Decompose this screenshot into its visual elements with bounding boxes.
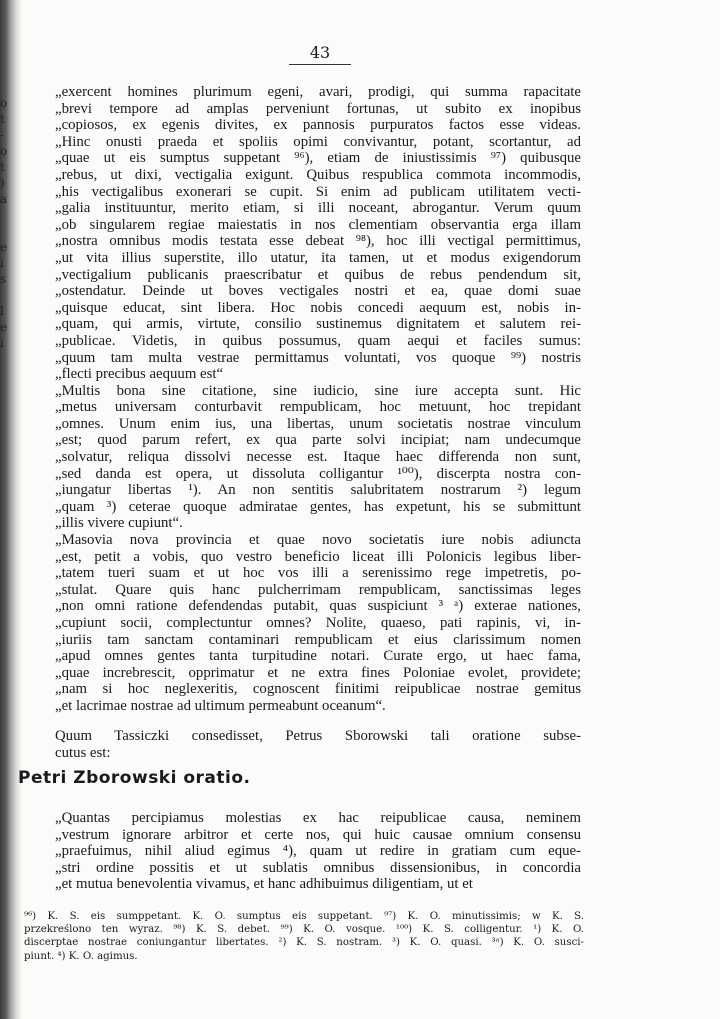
margin-glyph	[0, 367, 12, 383]
speech1-line: „solvatur, reliqua dissolvi necesse est. Itaque haec differenda non sunt,	[55, 449, 581, 466]
margin-glyph: a	[0, 192, 8, 206]
speech1-line: „Hinc onusti praeda et spoliis opimi convivantur, potant, scortantur, ad	[55, 133, 581, 150]
speech1-line: „brevi tempore ad amplas perveniunt fortunas, ut subito ex inopibus	[55, 100, 581, 117]
margin-glyph	[0, 511, 12, 527]
speech1-line: „quam ³) ceterae quoque admiratae gentes, has expetunt, his se submittunt	[55, 498, 581, 515]
speech1-line: „quum tam multa vestrae permittamus voluntati, vos quoque ⁹⁹) nostris	[55, 349, 581, 366]
speech2-line: „praefuimus, nihil aliud egimus ⁴), quam ut redire in gratiam cum eque-	[55, 843, 581, 860]
speech1-line: „quam, qui armis, virtute, consilio sustinemus dignitatem et salutem rei-	[55, 316, 581, 333]
speech2-line: „vestrum ignorare arbitror et certe nos, qui huic causae omnium consensu	[55, 826, 581, 843]
speech1-line: „cupiunt socii, complectuntur omnes? Nolite, quaeso, pati rapinis, vi, in-	[55, 615, 581, 631]
speech1-line: „galia instituuntur, merito etiam, si illi noceant, abrogantur. Verum quum	[55, 200, 581, 217]
section-heading: Petri Zborowski oratio.	[18, 768, 251, 788]
speech1-line: „non omni ratione defendendas putabit, quas suspiciunt ³ ᵃ) exterae nationes,	[55, 598, 581, 615]
speech1-line: „ostendatur. Deinde ut boves vectigales nostri et ea, quae domi suae	[55, 283, 581, 300]
speech-zborowski-text	[55, 810, 581, 893]
margin-glyph: e	[0, 240, 8, 254]
speech1-line: „nostra omnibus modis testata esse debeat ⁹⁸), hoc illi vectigal permittimus,	[55, 233, 581, 250]
margin-glyph	[0, 463, 12, 479]
margin-glyph: i	[0, 336, 4, 350]
page-number	[280, 43, 360, 65]
margin-glyph: l	[0, 304, 4, 318]
speech2-line: „et mutua benevolentia vivamus, et hanc adhibuimus diligentiam, ut et	[55, 876, 473, 893]
margin-glyph	[0, 399, 12, 415]
margin-glyph: s	[0, 272, 7, 286]
margin-glyph	[0, 495, 12, 511]
speech1-line: „rebus, ut dixi, vectigalia exigunt. Quibus respublica commota incommodis,	[55, 166, 581, 183]
speech1-line: „et lacrimae nostrae ad ultimum permeabunt oceanum“.	[55, 697, 386, 714]
margin-glyph	[0, 415, 12, 431]
speech1-line: „ut vita illius superstite, illo utatur, ita tamen, ut et modus exigendorum	[55, 249, 581, 266]
margin-glyph: -	[0, 128, 5, 142]
speech1-line: „Masovia nova provincia et quae novo societatis iure nobis adiuncta	[55, 532, 581, 549]
margin-glyph	[0, 383, 12, 399]
speech1-line: „est; quod parum refert, ex qua parte solvi incipiat; nam undecumque	[55, 432, 581, 449]
speech1-line: „iungatur libertas ¹). An non sentitis salubritatem nostrarum ²) legum	[55, 482, 581, 499]
speech1-line: „metus universam conturbavit rempublicam, hoc metuunt, hoc trepidant	[55, 399, 581, 416]
margin-glyph	[0, 223, 12, 239]
margin-glyph: t	[0, 160, 5, 174]
speech-tassiczki-text	[55, 84, 581, 715]
speech1-line: „tatem tueri suam et ut hoc vos illi a serenissimo rege impetretis, po-	[55, 565, 581, 582]
speech1-line: „publicae. Videtis, in quibus possumus, quam aequi et faciles sumus:	[55, 332, 581, 349]
speech1-line: „ob singularem regiae maiestatis in nos clementiam observantia erga illam	[55, 216, 581, 233]
footnotes-line: ⁹⁶) K. S. eis sumppetant. K. O. sumptus eis suppetant. ⁹⁷) K. O. minutissimis; w K. S.	[24, 911, 584, 922]
speech1-line: „est, petit a vobis, quo vestro beneficio liceat illi Polonicis legibus liber-	[55, 548, 581, 565]
speech1-line: „nam si hoc neglexeritis, cognoscent finitimi reipublicae nostrae gemitus	[55, 681, 581, 698]
margin-glyph	[0, 287, 12, 303]
speech1-line: „quae increbrescit, opprimatur et ne extra fines Poloniae evolet, providete;	[55, 664, 581, 681]
speech1-line: „Multis bona sine citatione, sine iudicio, sine iure accepta sunt. Hic	[55, 382, 581, 399]
margin-glyph	[0, 447, 12, 463]
speech1-line: „quisque educat, sint libera. Hoc nobis concedi aequum est, nobis in-	[55, 299, 581, 316]
margin-glyph	[0, 351, 12, 367]
margin-glyph: o	[0, 96, 8, 110]
narration-line: cutus est:	[55, 744, 111, 761]
margin-glyph	[0, 431, 12, 447]
footnotes-line: discerptae nostrae coniungantur libertates. ²) K. S. nostram. ³) K. O. quasi. ³ᵃ) K. O. susci-	[24, 937, 584, 949]
margin-glyph	[0, 479, 12, 495]
margin-glyph: o	[0, 144, 8, 158]
footnotes-line: piunt. ⁴) K. O. agimus.	[24, 950, 138, 962]
speech1-line: „stulat. Quare quis hanc pulcherrimam rempublicam, sanctissimas leges	[55, 581, 581, 598]
narration-text	[55, 728, 581, 761]
footnotes	[24, 910, 584, 963]
margin-glyph: )	[0, 176, 5, 190]
speech1-line: „flecti precibus aequum est“	[55, 366, 224, 383]
speech1-line: „his vectigalibus exonerari se cupit. Si enim ad publicam utilitatem vecti-	[55, 183, 581, 200]
margin-glyph: e	[0, 320, 8, 334]
margin-glyph: t	[0, 112, 5, 126]
speech1-line: „apud omnes gentes tanta turpitudine notari. Curate ergo, ut haec fama,	[55, 648, 581, 665]
speech1-line: „vectigalium publicanis praescribatur et quibus de rebus pendendum sit,	[55, 266, 581, 283]
speech1-line: „quae ut eis sumptus suppetant ⁹⁶), etiam de iniustissimis ⁹⁷) quibusque	[55, 150, 581, 167]
footnotes-line: przekreślono ten wyraz. ⁹⁸) K. S. debet. ⁹⁹) K. O. vosque. ¹⁰⁰) K. S. colligentur. ¹) K. O.	[24, 924, 584, 936]
margin-glyph	[0, 207, 12, 223]
speech1-line: „omnes. Unum enim ius, una libertas, unum societatis nostrae vinculum	[55, 415, 581, 432]
page-number-text: 43	[309, 43, 331, 62]
page-number-rule	[289, 64, 351, 65]
speech2-line: „stri ordine possitis et ut sublatis omnibus dissensionibus, in concordia	[55, 859, 581, 876]
speech1-line: „illis vivere cupiunt“.	[55, 515, 183, 532]
narration-line: Quum Tassiczki consedisset, Petrus Sborowski tali oratione subse-	[55, 728, 581, 744]
facing-page-margin-glyphs	[0, 95, 12, 527]
margin-glyph: i	[0, 256, 4, 270]
speech1-line: „iuriis tam sanctam contaminari rempublicam et eius clarissimum nomen	[55, 631, 581, 648]
speech1-line: „copiosos, ex egenis divites, ex pannosis purpuratos factos esse videas.	[55, 117, 581, 134]
speech1-line: „sed danda est opera, ut dissoluta colligantur ¹⁰⁰), discerpta nostra con-	[55, 465, 581, 482]
speech2-line: „Quantas percipiamus molestias ex hac reipublicae causa, neminem	[55, 810, 581, 826]
speech1-line: „exercent homines plurimum egeni, avari, prodigi, qui summa rapacitate	[55, 84, 581, 100]
